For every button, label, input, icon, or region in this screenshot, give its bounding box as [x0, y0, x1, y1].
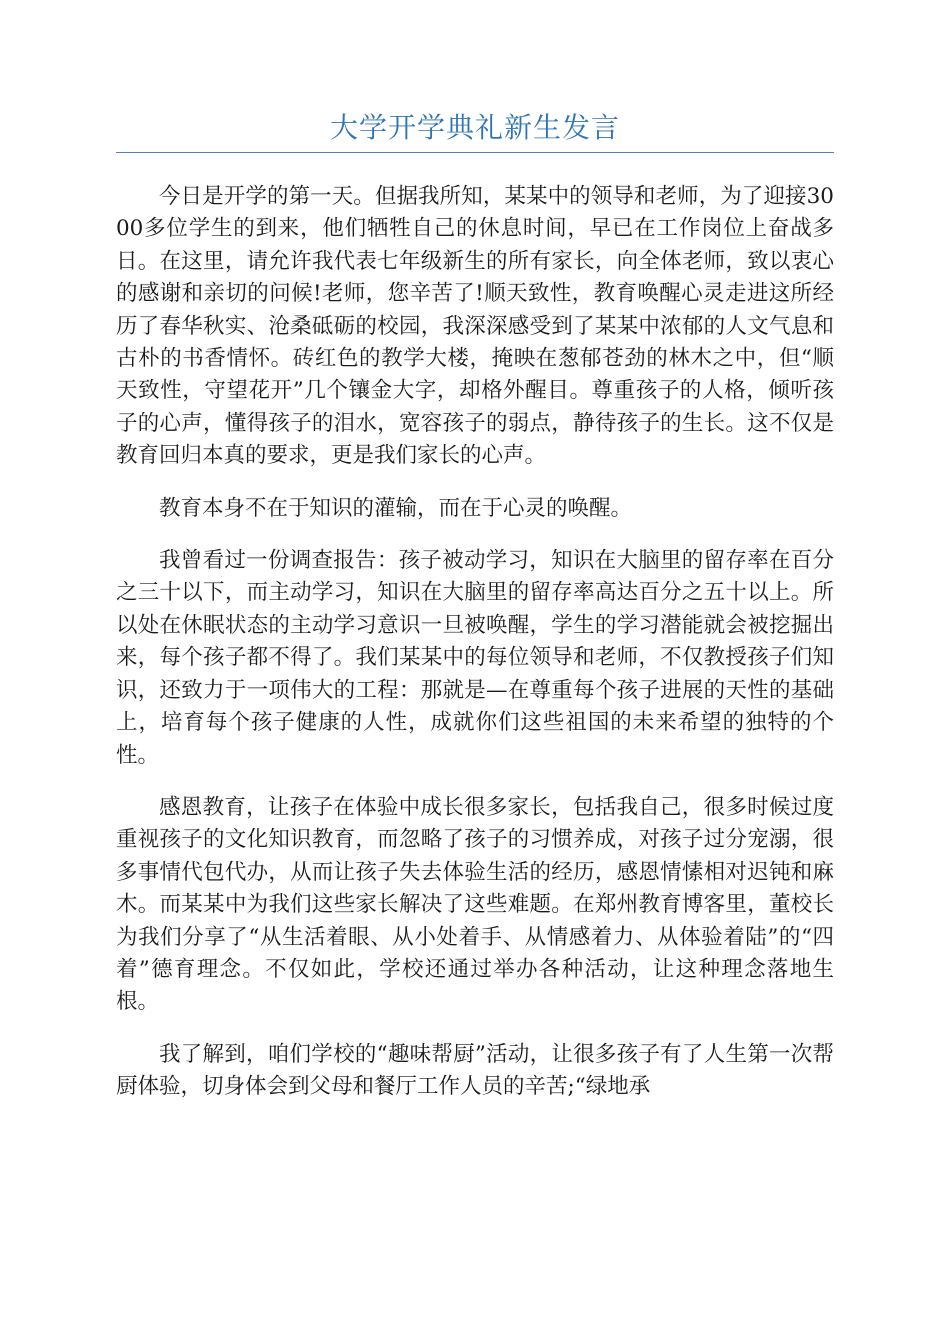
paragraph-2: 教育本身不在于知识的灌输，而在于心灵的唤醒。 [159, 495, 633, 521]
paragraph-1: 今日是开学的第一天。但据我所知，某某中的领导和老师，为了迎接3000多位学生的到来，他们牺牲自己的休息时间，早已在工作岗位上奋战多日。在这里，请允许我代表七年级新生的所有家长，向全体老师，致以衷心的感谢和亲切的问候!老师，您辛苦了!顺天致性，教育唤醒心灵走进这所经历了春华秋实、沧桑砥砺的校园，我深深感受到了某某中浓郁的人文气息和古朴的书香情怀。砖红色的教学大楼，掩映在葱郁苍劲的林木之中，但“顺天致性，守望花开”几个镶金大字，却格外醒目。尊重孩子的人格，倾听孩子的心声，懂得孩子的泪水，宽容孩子的弱点，静待孩子的生长。这不仅是教育回归本真的要求，更是我们家长的心声。 [116, 184, 834, 469]
document-page [116, 108, 834, 1124]
paragraph-3: 我曾看过一份调查报告：孩子被动学习，知识在大脑里的留存率在百分之三十以下，而主动学习，知识在大脑里的留存率高达百分之五十以上。所以处在休眠状态的主动学习意识一旦被唤醒，学生的学习潜能就会被挖掘出来，每个孩子都不得了。我们某某中的每位领导和老师，不仅教授孩子们知识，还致力于一项伟大的工程：那就是—在尊重每个孩子进展的天性的基础上，培育每个孩子健康的人性，成就你们这些祖国的未来希望的独特的个性。 [116, 548, 834, 768]
document-title: 大学开学典礼新生发言 [329, 111, 620, 144]
paragraph-5: 我了解到，咱们学校的“趣味帮厨”活动，让很多孩子有了人生第一次帮厨体验，切身体会到父母和餐厅工作人员的辛苦;“绿地承 [116, 1041, 834, 1100]
paragraph-4: 感恩教育，让孩子在体验中成长很多家长，包括我自己，很多时候过度重视孩子的文化知识教育，而忽略了孩子的习惯养成，对孩子过分宠溺，很多事情代包代办，从而让孩子失去体验生活的经历，感恩情愫相对迟钝和麻木。而某某中为我们这些家长解决了这些难题。在郑州教育博客里，董校长为我们分享了“从生活着眼、从小处着手、从情感着力、从体验着陆”的“四着”德育理念。不仅如此，学校还通过举办各种活动，让这种理念落地生根。 [116, 794, 834, 1015]
title-underline [116, 152, 834, 153]
